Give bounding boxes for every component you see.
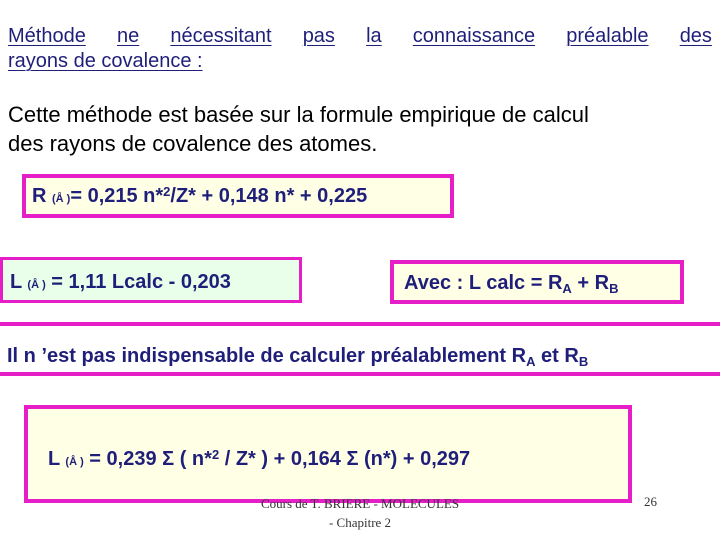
radius-formula	[32, 184, 367, 208]
footer-line-2: - Chapitre 2	[328, 515, 392, 530]
avec-lead: Avec : L calc = R	[404, 272, 563, 294]
formula-eq: = 0,215 n*	[70, 185, 164, 207]
page-number: 26	[644, 494, 657, 509]
unit-label: (Å )	[27, 279, 46, 291]
formula-lead: R	[32, 185, 52, 207]
length-formula	[10, 271, 231, 294]
exponent: 2	[163, 184, 171, 199]
title-word: Méthode	[8, 25, 86, 47]
title-word: nécessitant	[170, 25, 272, 47]
title-word: connaissance	[412, 25, 536, 47]
radius-formula-box	[22, 174, 454, 218]
statement-text	[7, 345, 588, 369]
title-word: préalable	[566, 25, 649, 47]
title-word: des	[679, 25, 712, 47]
length-formula-box	[0, 257, 302, 303]
intro-paragraph	[8, 100, 712, 158]
subscript-a: A	[526, 354, 536, 369]
footer-credit	[250, 494, 470, 532]
unit-label: (Å )	[65, 456, 84, 468]
formula-rest: /Z* + 0,148 n* + 0,225	[170, 185, 368, 207]
formula-rest: = 1,11 Lcalc - 0,203	[45, 271, 231, 293]
statement-banner	[0, 322, 720, 376]
footer-line-1: Cours de T. BRIERE - MOLECULES	[260, 496, 460, 511]
title-line-1	[8, 24, 712, 49]
subscript-b: B	[609, 281, 619, 296]
sum-formula-box	[24, 405, 632, 503]
exponent: 2	[211, 447, 220, 462]
subscript-a: A	[562, 281, 572, 296]
formula-part-2: / Z* ) + 0,164 Σ (n*) + 0,297	[219, 448, 471, 470]
formula-lead: L	[48, 448, 66, 470]
statement-main: Il n ’est pas indispensable de calculer préalablement R	[7, 345, 527, 367]
intro-line-2: des rayons de covalence des atomes.	[8, 131, 378, 156]
title-line-2: rayons de covalence :	[8, 50, 203, 72]
lcalc-definition-box	[390, 260, 684, 304]
title-word: pas	[302, 25, 335, 47]
intro-line-1: Cette méthode est basée sur la formule empirique de calcul	[8, 102, 589, 127]
formula-lead: L	[10, 271, 28, 293]
unit-label: (Å )	[52, 193, 71, 205]
title-word: la	[366, 25, 382, 47]
lcalc-definition	[404, 272, 618, 296]
sum-formula	[48, 447, 470, 471]
formula-part-1: = 0,239 Σ ( n*	[83, 448, 212, 470]
statement-mid: et R	[535, 345, 579, 367]
slide-title	[8, 24, 712, 74]
title-word: ne	[116, 25, 140, 47]
subscript-b: B	[578, 354, 589, 369]
avec-plus: + R	[571, 272, 610, 294]
